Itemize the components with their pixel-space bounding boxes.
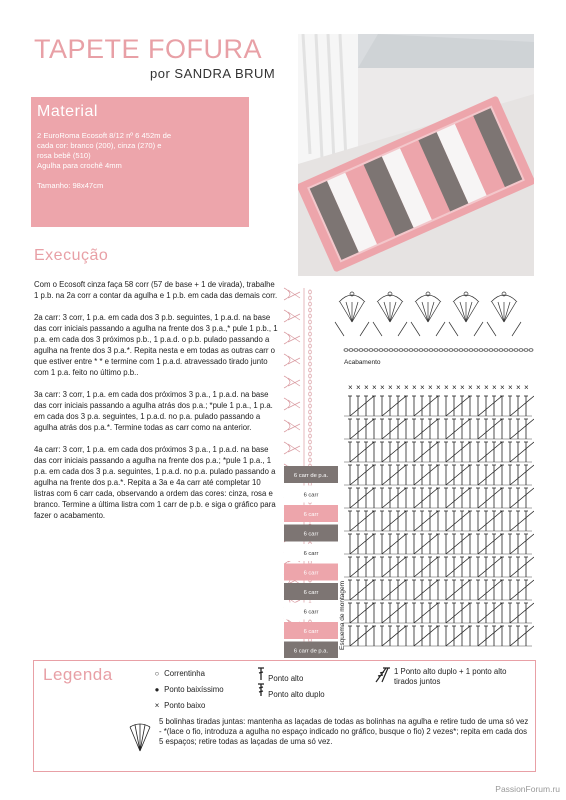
legend-sc-label: Ponto baixíssimo (164, 685, 224, 694)
svg-text:×: × (356, 383, 361, 392)
side-label: Esquema de montagem (339, 580, 346, 650)
stripe-label: 6 carr de p.a. (293, 648, 329, 655)
legend-dc (152, 701, 205, 711)
author-line: por SANDRA BRUM (150, 66, 276, 81)
chain-icon: ○ (154, 669, 160, 678)
svg-text:×: × (364, 383, 369, 392)
stripe-label: 6 carr (303, 570, 319, 577)
dtr-icon (256, 683, 266, 697)
legend-combo (372, 667, 522, 687)
execution-paragraph-1: Com o Ecosoft cinza faça 58 corr (57 de base + 1 de virada), trabalhe 1 p.b. na 2a corr a contar da agulha e 1 p.b. em cada das demais corr. (34, 280, 278, 300)
svg-text:×: × (428, 383, 433, 392)
svg-text:×: × (420, 383, 425, 392)
svg-text:×: × (412, 383, 417, 392)
watermark: PassionForum.ru (495, 784, 560, 794)
legend-sc (152, 685, 224, 695)
stripe-label: 6 carr (303, 512, 319, 518)
legend-dtr (256, 683, 325, 700)
legend-box (33, 660, 536, 772)
stripe-label: 6 carr (303, 492, 319, 499)
stripe-label: 6 carr (303, 609, 319, 616)
execution-text (34, 279, 278, 532)
svg-text:×: × (476, 383, 481, 392)
material-line-1: 2 EuroRoma Ecosoft 8/12 nº 6 452m de (37, 131, 172, 140)
cluster-icon (126, 723, 154, 756)
svg-text:×: × (492, 383, 497, 392)
material-size: Tamanho: 98x47cm (37, 181, 104, 190)
tr-icon (256, 667, 266, 681)
svg-text:×: × (460, 383, 465, 392)
material-line-4: Agulha para crochê 4mm (37, 161, 122, 170)
legend-heading: Legenda (43, 665, 113, 684)
stripe-label: 6 carr (303, 629, 319, 635)
legend-chain (152, 669, 205, 679)
execution-heading: Execução (34, 247, 109, 264)
dot-icon: ● (154, 685, 160, 694)
legend-combo-label: 1 Ponto alto duplo + 1 ponto alto tirados juntos (394, 667, 507, 686)
svg-text:×: × (380, 383, 385, 392)
legend-tr-label: Ponto alto (268, 674, 304, 683)
execution-paragraph-3: 3a carr: 3 corr, 1 p.a. em cada dos próximos 3 p.a., 1 p.a.d. na base das corr iniciais passando a agulha atrás dos p.a.; *pule 1 p.a., 1 p.a. em cada dos 3 p.a. seguintes, 1 p.a.d. no p.a. pulado passando a agulha atrás dos p.a.*. Termine todas as carr como na anterior. (34, 390, 273, 432)
svg-text:×: × (468, 383, 473, 392)
stripe-label: 6 carr de p.a. (293, 473, 329, 479)
legend-chain-label: Correntinha (164, 669, 205, 678)
svg-text:×: × (372, 383, 377, 392)
legend-dc-label: Ponto baixo (164, 701, 206, 710)
cross-icon: × (154, 701, 160, 710)
page-title: TAPETE FOFURA (34, 34, 263, 64)
execution-paragraph-4: 4a carr: 3 corr, 1 p.a. em cada dos próximos 3 p.a., 1 p.a.d. na base das corr iniciais passando a agulha na frente dos p.a.; *pule 1 p.a., 1 p.a. em cada dos 3 p.a. seguintes, 1 p.a.d. no p.a. pulado passando a agulha na frente dos p.a.*. Repita a 3a e 4a carr até completar 10 listras com 6 carr cada, observando a ordem das cores: cinza, rosa e branco. Termine a última listra com 1 carr de p.b. e siga o gráfico para fazer o acabamento. (34, 445, 276, 520)
svg-text:×: × (348, 383, 353, 392)
legend-tr (256, 667, 303, 684)
crochet-chart (282, 278, 534, 658)
svg-text:×: × (500, 383, 505, 392)
legend-dtr-label: Ponto alto duplo (268, 690, 325, 699)
material-line-3: rosa bebê (510) (37, 151, 91, 160)
execution-paragraph-2: 2a carr: 3 corr, 1 p.a. em cada dos 3 p.b. seguintes, 1 p.a.d. na base das corr iniciais passando a agulha na frente dos 3 p.a.,* pule 1 p.b., 1 p.a. em cada dos 3 próximos p.b., 1 p.a.d. o p.b. pulado passando a agulha na frente dos 3 p.a.*. Repita nesta e em todas as outras carr o que estiver entre * * e termine com 1 p.a.d. atravessado tirado junto com 1 p.a. feito no último p.b.. (34, 313, 278, 377)
svg-text:×: × (444, 383, 449, 392)
legend-cluster: 5 bolinhas tiradas juntas: mantenha as laçadas de todas as bolinhas na agulha e retire tudo de uma só vez - *(lace o fio, introduza a agulha no espaço indicado no gráfico, busque o fio) 2 vezes*; repita em cada dos 5 espaços; retire todas as laçadas de uma só vez. (159, 717, 529, 746)
stripe-label: 6 carr (303, 551, 319, 557)
svg-text:×: × (396, 383, 401, 392)
svg-text:×: × (388, 383, 393, 392)
svg-text:×: × (516, 383, 521, 392)
svg-text:×: × (484, 383, 489, 392)
rug-photo (298, 34, 534, 276)
stripe-label: 6 carr (303, 531, 319, 538)
svg-text:×: × (524, 383, 529, 392)
finish-label: Acabamento (344, 359, 381, 366)
material-heading: Material (37, 103, 98, 120)
material-line-2: cada cor: branco (200), cinza (270) e (37, 141, 162, 150)
svg-text:×: × (404, 383, 409, 392)
svg-text:×: × (452, 383, 457, 392)
svg-text:×: × (508, 383, 513, 392)
material-box (31, 97, 249, 227)
svg-text:×: × (436, 383, 441, 392)
stripe-label: 6 carr (303, 590, 319, 596)
combo-icon (372, 667, 392, 683)
